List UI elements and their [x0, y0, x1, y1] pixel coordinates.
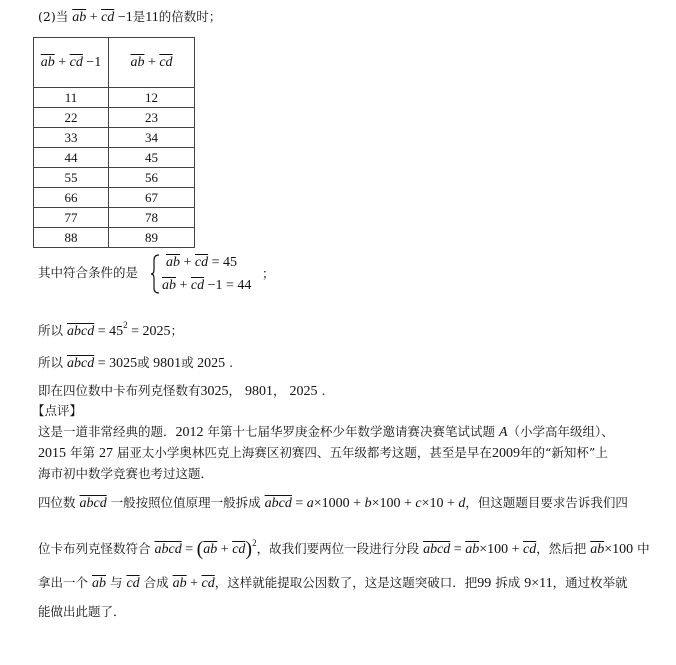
overline-number: abcd [66, 356, 95, 371]
text-segment: 位卡布列克怪数符合 [38, 541, 155, 556]
overline-number: $\overline{ab}$ [40, 55, 55, 70]
table-row [34, 188, 195, 208]
math-text: 11 [145, 10, 159, 25]
math-text: 27 [98, 446, 113, 461]
math-text: + [180, 255, 195, 270]
text-segment: 其中符合条件的是 [38, 265, 139, 280]
math-text: = 3025 [94, 356, 138, 371]
text-segment: 即在四位数中卡布列克怪数有 [38, 383, 201, 398]
text-segment: 或 [181, 355, 194, 370]
comment-line-3 [38, 466, 213, 482]
table-cell: 12 [109, 88, 195, 108]
overline-number: $\overline{cd}$ [190, 278, 205, 293]
overline-number: $\overline{ab}$ [172, 576, 187, 591]
overline-number: abcd [154, 542, 182, 557]
text-segment: 或 [137, 355, 150, 370]
text-segment: 届亚太小学奥林匹克上海赛区初赛四、五年级都考这题，甚至是早在 [112, 445, 492, 460]
header-cell [109, 38, 195, 88]
text-segment: 这是一道非常经典的题． [38, 424, 176, 439]
overline-number: $\overline{cd}$ [159, 55, 173, 70]
analysis-line-3 [38, 575, 628, 592]
overline-number: $\overline{ab}$ [91, 576, 106, 591]
text-segment: ， [228, 383, 245, 398]
table-cell: 34 [109, 128, 195, 148]
table-cell: 56 [109, 168, 195, 188]
text-segment: ，但这题题目要求告诉我们四 [465, 495, 628, 510]
overline-number: $\overline{cd}$ [201, 576, 215, 591]
math-text: = 2025 [127, 324, 171, 339]
math-text: b [364, 496, 372, 511]
math-text: + [144, 55, 160, 70]
math-text: A [498, 425, 508, 440]
overline-number: abcd [79, 496, 107, 511]
multiples-table [33, 37, 195, 248]
table-cell: 23 [109, 108, 195, 128]
table-row [34, 148, 195, 168]
math-text: a [306, 496, 314, 511]
table-cell: 66 [34, 188, 109, 208]
text-segment: ； [170, 323, 184, 338]
overline-number: $\overline{ab}$ [465, 542, 480, 557]
table-cell: 11 [34, 88, 109, 108]
table-cell: 44 [34, 148, 109, 168]
table-row [34, 168, 195, 188]
math-text: ×1000 + [313, 496, 365, 511]
overline-number: $\overline{cd}$ [194, 255, 209, 270]
overline-number: $\overline{cd}$ [232, 542, 246, 557]
math-text: c [415, 496, 422, 511]
result-line-2 [38, 355, 233, 372]
condition-end [262, 266, 275, 282]
overline-number: $\overline{cd}$ [522, 542, 537, 557]
math-text: ×100 + [371, 496, 416, 511]
math-text: −1 [82, 55, 102, 70]
table-header-row [34, 38, 195, 88]
overline-number: $\overline{ab}$ [130, 55, 145, 70]
text-segment: 是 [132, 9, 146, 24]
math-text: + [176, 278, 191, 293]
text-segment: 四位数 [38, 495, 80, 510]
math-text: ×100 + [479, 542, 523, 557]
text-segment: 年的“新知杯”上 [519, 445, 608, 460]
text-segment: ； [262, 266, 275, 281]
math-text: + [217, 542, 233, 557]
table-cell: 55 [34, 168, 109, 188]
overline-number: abcd [66, 324, 95, 339]
text-segment: ，故我们要两位一段进行分段 [256, 541, 424, 556]
table-cell: 88 [34, 228, 109, 248]
table-cell: 67 [109, 188, 195, 208]
text-segment: . [317, 383, 326, 398]
table-row [34, 88, 195, 108]
result-line-3 [38, 383, 325, 400]
math-text: 2012 [175, 425, 204, 440]
analysis-line-1 [38, 495, 628, 512]
math-text: 99 [477, 576, 492, 591]
math-text: −1 [114, 10, 133, 25]
condition-2 [162, 277, 251, 294]
table-cell: 89 [109, 228, 195, 248]
text-segment: 一般按照位值原理一般拆成 [106, 495, 265, 510]
math-text: = [450, 542, 466, 557]
overline-number: $\overline{cd}$ [101, 10, 115, 25]
overline-number: $\overline{ab}$ [72, 10, 87, 25]
table-cell: 45 [109, 148, 195, 168]
brace-symbol [150, 254, 160, 294]
math-text: 9801 [245, 384, 273, 399]
text-segment: 所以 [38, 323, 67, 338]
text-segment: ，通过枚举就 [552, 575, 628, 590]
math-text: + [54, 55, 70, 70]
comment-heading [32, 403, 82, 419]
table-cell: 77 [34, 208, 109, 228]
result-line-1 [38, 317, 183, 340]
text-segment: 合成 [139, 575, 173, 590]
table-cell: 78 [109, 208, 195, 228]
math-text: 9×11 [524, 576, 553, 591]
text-segment: 【点评】 [32, 403, 83, 418]
overline-number: $\overline{ab}$ [203, 542, 218, 557]
math-text: ×10 + [421, 496, 459, 511]
condition-label [38, 265, 138, 281]
comment-line-1 [38, 424, 614, 441]
math-text: = 45 [94, 324, 124, 339]
overline-number: $\overline{ab}$ [590, 542, 605, 557]
overline-number: $\overline{cd}$ [69, 55, 83, 70]
table-row [34, 208, 195, 228]
math-text: 2015 [38, 446, 66, 461]
math-text: ( [196, 538, 204, 560]
math-text: 2 [252, 538, 257, 548]
table-row [34, 228, 195, 248]
analysis-line-2 [38, 535, 650, 558]
text-segment: 能做出此题了． [38, 604, 126, 619]
table-cell: 22 [34, 108, 109, 128]
condition-1 [166, 254, 237, 271]
text-segment: （小学高年级组）、 [507, 424, 614, 439]
overline-number: abcd [264, 496, 292, 511]
text-segment: 年第十七届华罗庚金杯少年数学邀请赛决赛笔试试题 [203, 424, 499, 439]
text-segment: 拿出一个 [38, 575, 92, 590]
math-text: d [458, 496, 466, 511]
math-text: ×100 [604, 542, 634, 557]
comment-line-2 [38, 445, 608, 462]
table-cell: 33 [34, 128, 109, 148]
table-row [34, 108, 195, 128]
text-segment: 的倍数时； [158, 9, 222, 24]
math-text: 2025 [193, 356, 226, 371]
math-text: −1 = 44 [204, 278, 252, 293]
math-text: + [186, 576, 202, 591]
overline-number: $\overline{cd}$ [126, 576, 140, 591]
text-segment: ，这样就能提取公因数了，这是这题突破口．把 [214, 575, 478, 590]
header-cell [34, 38, 109, 88]
math-text: 2025 [289, 384, 318, 399]
overline-number: $\overline{ab}$ [166, 255, 180, 270]
math-text: + [86, 10, 102, 25]
text-segment: . [225, 355, 234, 370]
math-text: = [181, 542, 197, 557]
math-text: = 45 [208, 255, 238, 270]
math-text: ) [245, 538, 253, 560]
text-segment: 拆成 [491, 575, 525, 590]
math-text: 2009 [491, 446, 520, 461]
overline-number: abcd [423, 542, 451, 557]
text-segment: 所以 [38, 355, 67, 370]
text-segment: ，然后把 [536, 541, 591, 556]
text-segment: (2)当 [38, 9, 73, 24]
table-row [34, 128, 195, 148]
math-text: = [291, 496, 307, 511]
text-segment: 中 [633, 541, 650, 556]
math-text: 3025 [200, 384, 229, 399]
text-segment: 海市初中数学竞赛也考过这题． [38, 466, 214, 481]
overline-number: $\overline{ab}$ [162, 278, 176, 293]
text-segment: 与 [105, 575, 127, 590]
analysis-line-4 [38, 604, 126, 620]
math-text: 9801 [149, 356, 182, 371]
math-text: 2 [123, 320, 128, 330]
text-segment: ， [273, 383, 290, 398]
text-segment: 年第 [66, 445, 99, 460]
section-title [38, 9, 221, 26]
